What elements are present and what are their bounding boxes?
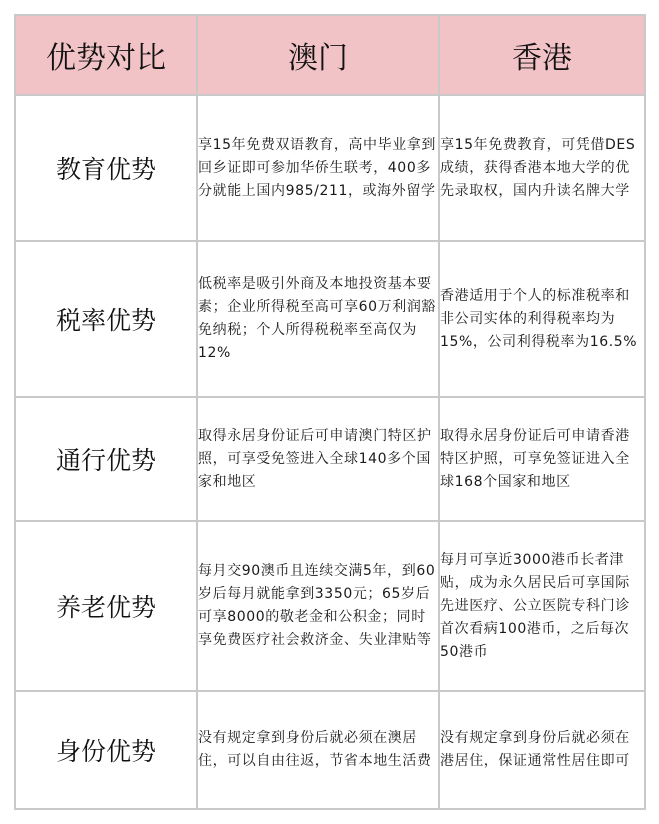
header-comparison: 优势对比 [15, 15, 197, 95]
row-label: 身份优势 [15, 691, 197, 809]
table-row [15, 397, 645, 521]
hongkong-cell: 取得永居身份证后可申请香港特区护照，可享免签证进入全球168个国家和地区 [439, 397, 645, 521]
table-row [15, 521, 645, 691]
table-header-row [15, 15, 645, 95]
header-hongkong: 香港 [439, 15, 645, 95]
macau-cell: 低税率是吸引外商及本地投资基本要素；企业所得税至高可享60万利润豁免纳税；个人所得税税率至高仅为12% [197, 241, 439, 397]
hongkong-cell: 享15年免费教育，可凭借DES成绩，获得香港本地大学的优先录取权，国内升读名牌大学 [439, 95, 645, 241]
macau-cell: 享15年免费双语教育，高中毕业拿到回乡证即可参加华侨生联考，400多分就能上国内985/211，或海外留学 [197, 95, 439, 241]
hongkong-cell: 没有规定拿到身份后就必须在港居住，保证通常性居住即可 [439, 691, 645, 809]
table-row [15, 241, 645, 397]
macau-cell: 取得永居身份证后可申请澳门特区护照，可享受免签进入全球140多个国家和地区 [197, 397, 439, 521]
macau-cell: 没有规定拿到身份后就必须在澳居住，可以自由往返，节省本地生活费 [197, 691, 439, 809]
row-label: 税率优势 [15, 241, 197, 397]
row-label: 教育优势 [15, 95, 197, 241]
row-label: 通行优势 [15, 397, 197, 521]
macau-cell: 每月交90澳币且连续交满5年，到60岁后每月就能拿到3350元；65岁后可享8000的敬老金和公积金；同时享免费医疗社会救济金、失业津贴等 [197, 521, 439, 691]
table-row [15, 95, 645, 241]
table-row [15, 691, 645, 809]
comparison-table [14, 14, 646, 810]
hongkong-cell: 香港适用于个人的标准税率和非公司实体的利得税率均为15%，公司利得税率为16.5% [439, 241, 645, 397]
header-macau: 澳门 [197, 15, 439, 95]
row-label: 养老优势 [15, 521, 197, 691]
hongkong-cell: 每月可享近3000港币长者津贴，成为永久居民后可享国际先进医疗、公立医院专科门诊首次看病100港币，之后每次50港币 [439, 521, 645, 691]
